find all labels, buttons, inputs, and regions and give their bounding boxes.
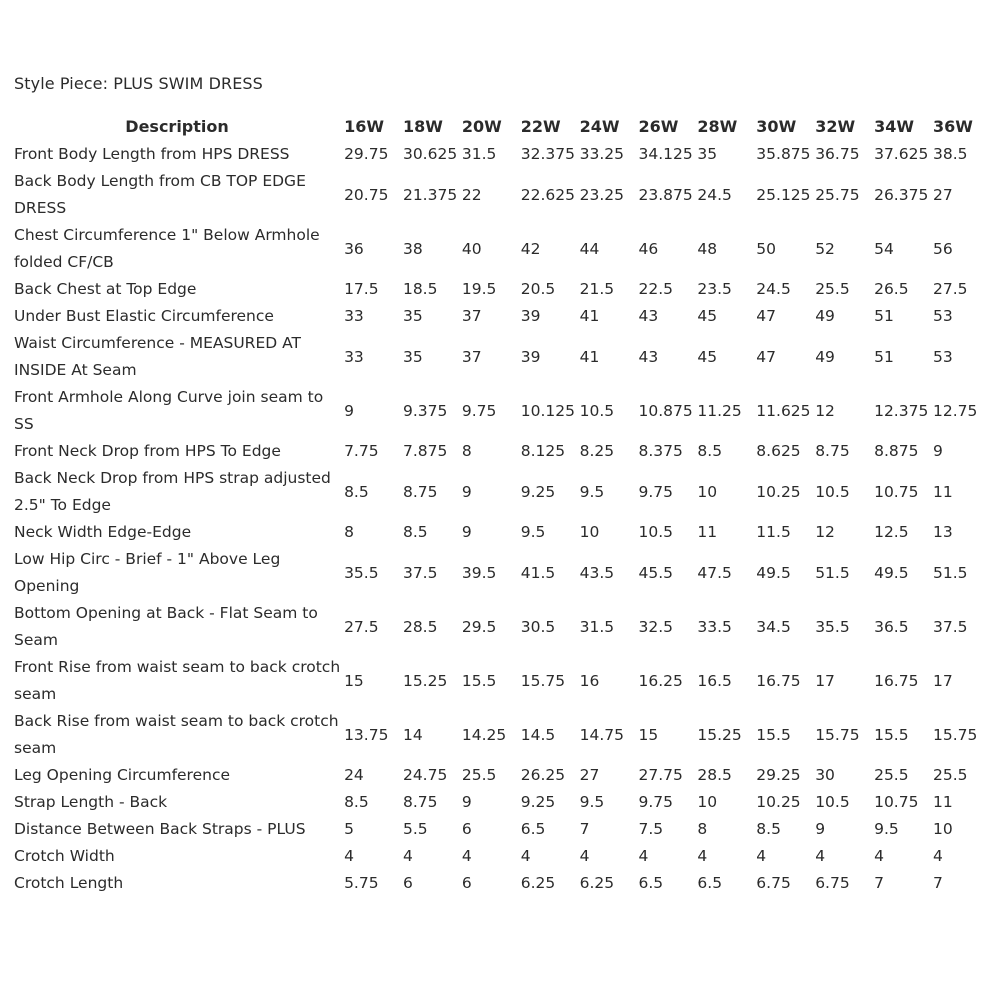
column-header-size: 18W xyxy=(402,116,443,136)
measurement-cell: 7 xyxy=(579,820,590,838)
measurement-cell: 25.125 xyxy=(756,185,811,204)
measurement-cell: 36.5 xyxy=(874,617,909,636)
measurement-cell: 4 xyxy=(815,847,826,865)
column-header-size: 32W xyxy=(815,116,856,136)
measurement-cell: 29.75 xyxy=(344,145,389,163)
measurement-cell: 4 xyxy=(344,847,354,865)
measurement-cell: 7 xyxy=(932,874,943,892)
measurement-cell: 8.625 xyxy=(756,442,801,460)
measurement-cell: 4 xyxy=(932,847,943,865)
measurement-cell: 10.875 xyxy=(638,401,693,420)
measurement-cell: 15.75 xyxy=(520,671,566,690)
column-header-size: 16W xyxy=(344,116,384,136)
measurement-cell: 37.5 xyxy=(932,617,968,636)
measurement-cell: 33 xyxy=(344,347,364,366)
column-header-size: 34W xyxy=(874,116,914,136)
table-row xyxy=(12,168,990,222)
row-description: Front Body Length from HPS DRESS xyxy=(14,145,290,163)
measurement-cell: 21.375 xyxy=(402,185,458,204)
measurement-cell: 25.5 xyxy=(815,280,850,298)
measurement-cell: 29.25 xyxy=(756,766,801,784)
table-row xyxy=(12,843,990,870)
measurement-cell: 42 xyxy=(520,239,541,258)
measurement-cell: 35 xyxy=(697,145,718,163)
measurement-cell: 33.25 xyxy=(579,145,624,163)
table-row xyxy=(12,708,990,762)
measurement-cell: 41.5 xyxy=(520,563,556,582)
measurement-cell: 14 xyxy=(402,725,423,744)
size-spec-table xyxy=(12,111,990,897)
measurement-cell: 4 xyxy=(756,847,767,865)
row-description: Leg Opening Circumference xyxy=(14,766,231,784)
table-row xyxy=(12,465,990,519)
measurement-cell: 33 xyxy=(344,307,364,325)
measurement-cell: 9.25 xyxy=(520,793,556,811)
measurement-cell: 4 xyxy=(697,847,708,865)
measurement-cell: 20.5 xyxy=(520,280,556,298)
measurement-cell: 17 xyxy=(932,671,953,690)
measurement-cell: 53 xyxy=(932,347,953,366)
column-header-description: Description xyxy=(125,116,229,136)
measurement-cell: 9 xyxy=(461,482,472,501)
table-row xyxy=(12,762,990,789)
table-row xyxy=(12,438,990,465)
measurement-cell: 24.5 xyxy=(756,280,791,298)
measurement-cell: 7.5 xyxy=(638,820,664,838)
measurement-cell: 47 xyxy=(756,347,777,366)
measurement-cell: 4 xyxy=(638,847,649,865)
measurement-cell: 10.5 xyxy=(579,401,615,420)
measurement-cell: 33.5 xyxy=(697,617,732,636)
measurement-cell: 29.5 xyxy=(461,617,497,636)
measurement-cell: 15 xyxy=(344,671,364,690)
measurement-cell: 8.125 xyxy=(520,442,566,460)
table-header-row xyxy=(12,111,990,141)
measurement-cell: 31.5 xyxy=(461,145,497,163)
row-description: Front Neck Drop from HPS To Edge xyxy=(14,442,281,460)
measurement-cell: 49.5 xyxy=(874,563,909,582)
measurement-cell: 14.25 xyxy=(461,725,507,744)
measurement-cell: 8 xyxy=(461,442,472,460)
measurement-cell: 24.75 xyxy=(402,766,448,784)
measurement-cell: 8.5 xyxy=(756,820,781,838)
measurement-cell: 16.75 xyxy=(756,671,801,690)
measurement-cell: 6 xyxy=(461,820,472,838)
measurement-cell: 39 xyxy=(520,347,541,366)
measurement-cell: 15.75 xyxy=(815,725,860,744)
table-row xyxy=(12,789,990,816)
measurement-cell: 9.75 xyxy=(461,401,497,420)
measurement-cell: 6.75 xyxy=(815,874,850,892)
measurement-cell: 38.5 xyxy=(932,145,968,163)
measurement-cell: 10 xyxy=(579,523,600,541)
measurement-cell: 10.125 xyxy=(520,401,575,420)
measurement-cell: 15.75 xyxy=(932,725,978,744)
measurement-cell: 6.75 xyxy=(756,874,791,892)
row-description: Back Neck Drop from HPS strap adjusted 2.5" To Edge xyxy=(14,469,331,514)
measurement-cell: 8.5 xyxy=(697,442,723,460)
measurement-cell: 13.75 xyxy=(344,725,389,744)
measurement-cell: 10.5 xyxy=(815,793,850,811)
measurement-cell: 6.5 xyxy=(638,874,664,892)
measurement-cell: 10.75 xyxy=(874,793,919,811)
table-row xyxy=(12,330,990,384)
measurement-cell: 15.5 xyxy=(461,671,497,690)
measurement-cell: 10 xyxy=(697,793,718,811)
measurement-cell: 16.5 xyxy=(697,671,732,690)
measurement-cell: 25.5 xyxy=(874,766,909,784)
measurement-cell: 5 xyxy=(344,820,354,838)
row-description: Low Hip Circ - Brief - 1" Above Leg Opening xyxy=(14,550,281,595)
measurement-cell: 15.25 xyxy=(402,671,448,690)
table-row xyxy=(12,816,990,843)
measurement-cell: 43 xyxy=(638,307,659,325)
table-row xyxy=(12,222,990,276)
measurement-cell: 49.5 xyxy=(756,563,791,582)
measurement-cell: 6 xyxy=(461,874,472,892)
measurement-cell: 9.25 xyxy=(520,482,556,501)
measurement-cell: 41 xyxy=(579,307,600,325)
measurement-cell: 37 xyxy=(461,347,482,366)
measurement-cell: 22.5 xyxy=(638,280,674,298)
measurement-cell: 26.5 xyxy=(874,280,909,298)
measurement-cell: 21.5 xyxy=(579,280,615,298)
measurement-cell: 10.5 xyxy=(638,523,674,541)
column-header-size: 24W xyxy=(579,116,620,136)
measurement-cell: 10.5 xyxy=(815,482,850,501)
measurement-cell: 30 xyxy=(815,766,835,784)
measurement-cell: 9.75 xyxy=(638,482,674,501)
column-header-size: 26W xyxy=(638,116,679,136)
measurement-cell: 9.5 xyxy=(579,793,605,811)
measurement-cell: 23.875 xyxy=(638,185,693,204)
measurement-cell: 28.5 xyxy=(402,617,438,636)
measurement-cell: 4 xyxy=(402,847,413,865)
measurement-cell: 56 xyxy=(932,239,953,258)
row-description: Bottom Opening at Back - Flat Seam to Seam xyxy=(14,604,318,649)
measurement-cell: 44 xyxy=(579,239,600,258)
measurement-cell: 15.5 xyxy=(756,725,791,744)
measurement-cell: 27 xyxy=(579,766,600,784)
table-row xyxy=(12,870,990,897)
measurement-cell: 35 xyxy=(402,307,423,325)
measurement-cell: 20.75 xyxy=(344,185,389,204)
measurement-cell: 8.875 xyxy=(874,442,919,460)
measurement-cell: 14.75 xyxy=(579,725,624,744)
measurement-cell: 12 xyxy=(815,523,835,541)
measurement-cell: 9 xyxy=(461,523,472,541)
measurement-cell: 26.375 xyxy=(874,185,929,204)
measurement-cell: 27 xyxy=(932,185,953,204)
measurement-cell: 17 xyxy=(815,671,835,690)
measurement-cell: 10 xyxy=(697,482,718,501)
measurement-cell: 27.5 xyxy=(932,280,968,298)
measurement-cell: 8.375 xyxy=(638,442,683,460)
row-description: Crotch Length xyxy=(14,874,124,892)
measurement-cell: 8.5 xyxy=(402,523,428,541)
measurement-cell: 12.375 xyxy=(874,401,929,420)
table-row xyxy=(12,546,990,600)
measurement-cell: 10.25 xyxy=(756,482,801,501)
measurement-cell: 49 xyxy=(815,347,835,366)
measurement-cell: 41 xyxy=(579,347,600,366)
measurement-cell: 23.25 xyxy=(579,185,624,204)
measurement-cell: 36.75 xyxy=(815,145,860,163)
row-description: Crotch Width xyxy=(14,847,115,865)
measurement-cell: 35 xyxy=(402,347,423,366)
measurement-cell: 34.5 xyxy=(756,617,791,636)
row-description: Back Chest at Top Edge xyxy=(14,280,197,298)
measurement-cell: 43.5 xyxy=(579,563,615,582)
measurement-cell: 8.5 xyxy=(344,482,369,501)
measurement-cell: 8.75 xyxy=(402,793,438,811)
measurement-cell: 15.25 xyxy=(697,725,742,744)
measurement-cell: 23.5 xyxy=(697,280,732,298)
row-description: Distance Between Back Straps - PLUS xyxy=(14,820,306,838)
measurement-cell: 11.25 xyxy=(697,401,742,420)
measurement-cell: 11 xyxy=(697,523,718,541)
measurement-cell: 49 xyxy=(815,307,835,325)
measurement-cell: 9 xyxy=(932,442,943,460)
measurement-cell: 7.875 xyxy=(402,442,448,460)
measurement-cell: 11 xyxy=(932,482,953,501)
measurement-cell: 38 xyxy=(402,239,423,258)
measurement-cell: 43 xyxy=(638,347,659,366)
column-header-size: 28W xyxy=(697,116,738,136)
measurement-cell: 13 xyxy=(932,523,953,541)
measurement-cell: 25.75 xyxy=(815,185,860,204)
measurement-cell: 54 xyxy=(874,239,894,258)
measurement-cell: 12.75 xyxy=(932,401,978,420)
measurement-cell: 11.625 xyxy=(756,401,811,420)
measurement-cell: 8.75 xyxy=(402,482,438,501)
row-description: Strap Length - Back xyxy=(14,793,168,811)
measurement-cell: 16 xyxy=(579,671,600,690)
measurement-cell: 46 xyxy=(638,239,659,258)
row-description: Neck Width Edge-Edge xyxy=(14,523,192,541)
measurement-cell: 27.75 xyxy=(638,766,683,784)
row-description: Chest Circumference 1" Below Armhole folded CF/CB xyxy=(14,226,320,271)
table-row xyxy=(12,141,990,168)
measurement-cell: 40 xyxy=(461,239,482,258)
measurement-cell: 48 xyxy=(697,239,718,258)
measurement-cell: 26.25 xyxy=(520,766,566,784)
measurement-cell: 4 xyxy=(461,847,472,865)
measurement-cell: 11 xyxy=(932,793,953,811)
measurement-cell: 10 xyxy=(932,820,953,838)
measurement-cell: 6.25 xyxy=(520,874,556,892)
measurement-cell: 15.5 xyxy=(874,725,909,744)
measurement-cell: 8.75 xyxy=(815,442,850,460)
measurement-cell: 51 xyxy=(874,307,894,325)
measurement-cell: 45 xyxy=(697,347,718,366)
measurement-cell: 28.5 xyxy=(697,766,732,784)
row-description: Under Bust Elastic Circumference xyxy=(14,307,274,325)
measurement-cell: 51 xyxy=(874,347,894,366)
measurement-cell: 4 xyxy=(579,847,590,865)
measurement-cell: 45 xyxy=(697,307,718,325)
table-row xyxy=(12,519,990,546)
measurement-cell: 9.75 xyxy=(638,793,674,811)
table-row xyxy=(12,384,990,438)
measurement-cell: 25.5 xyxy=(932,766,968,784)
measurement-cell: 32.375 xyxy=(520,145,575,163)
table-row xyxy=(12,654,990,708)
measurement-cell: 24 xyxy=(344,766,364,784)
measurement-cell: 37 xyxy=(461,307,482,325)
table-body xyxy=(12,141,990,897)
row-description: Front Armhole Along Curve join seam to SS xyxy=(14,388,324,433)
measurement-cell: 9.5 xyxy=(520,523,546,541)
measurement-cell: 45.5 xyxy=(638,563,674,582)
measurement-cell: 9.5 xyxy=(874,820,899,838)
table-row xyxy=(12,303,990,330)
measurement-cell: 35.875 xyxy=(756,145,811,163)
measurement-cell: 15 xyxy=(638,725,659,744)
measurement-cell: 31.5 xyxy=(579,617,615,636)
measurement-cell: 12.5 xyxy=(874,523,909,541)
measurement-cell: 11.5 xyxy=(756,523,791,541)
measurement-cell: 35.5 xyxy=(344,563,379,582)
measurement-cell: 8 xyxy=(344,523,354,541)
measurement-cell: 36 xyxy=(344,239,364,258)
measurement-cell: 37.625 xyxy=(874,145,929,163)
measurement-cell: 5.5 xyxy=(402,820,428,838)
measurement-cell: 8.25 xyxy=(579,442,615,460)
measurement-cell: 51.5 xyxy=(932,563,968,582)
measurement-cell: 52 xyxy=(815,239,835,258)
measurement-cell: 25.5 xyxy=(461,766,497,784)
table-row xyxy=(12,600,990,654)
measurement-cell: 6 xyxy=(402,874,413,892)
measurement-cell: 9.375 xyxy=(402,401,448,420)
measurement-cell: 27.5 xyxy=(344,617,379,636)
measurement-cell: 10.75 xyxy=(874,482,919,501)
row-description: Back Rise from waist seam to back crotch seam xyxy=(14,712,339,757)
row-description: Waist Circumference - MEASURED AT INSIDE At Seam xyxy=(14,334,301,379)
measurement-cell: 30.625 xyxy=(402,145,458,163)
measurement-cell: 5.75 xyxy=(344,874,379,892)
measurement-cell: 14.5 xyxy=(520,725,556,744)
measurement-cell: 6.5 xyxy=(697,874,723,892)
measurement-cell: 39.5 xyxy=(461,563,497,582)
measurement-cell: 4 xyxy=(874,847,884,865)
measurement-cell: 39 xyxy=(520,307,541,325)
table-row xyxy=(12,276,990,303)
column-header-size: 22W xyxy=(520,116,561,136)
measurement-cell: 9.5 xyxy=(579,482,605,501)
measurement-cell: 51.5 xyxy=(815,563,850,582)
measurement-cell: 16.25 xyxy=(638,671,683,690)
measurement-cell: 32.5 xyxy=(638,617,674,636)
measurement-cell: 53 xyxy=(932,307,953,325)
measurement-cell: 12 xyxy=(815,401,835,420)
measurement-cell: 4 xyxy=(520,847,531,865)
measurement-cell: 17.5 xyxy=(344,280,379,298)
column-header-size: 36W xyxy=(932,116,973,136)
measurement-cell: 9 xyxy=(815,820,826,838)
measurement-cell: 47.5 xyxy=(697,563,732,582)
measurement-cell: 6.5 xyxy=(520,820,546,838)
measurement-cell: 34.125 xyxy=(638,145,693,163)
measurement-cell: 10.25 xyxy=(756,793,801,811)
measurement-cell: 24.5 xyxy=(697,185,732,204)
measurement-cell: 6.25 xyxy=(579,874,615,892)
measurement-cell: 30.5 xyxy=(520,617,556,636)
measurement-cell: 9 xyxy=(461,793,472,811)
measurement-cell: 7 xyxy=(874,874,884,892)
measurement-cell: 37.5 xyxy=(402,563,438,582)
measurement-cell: 47 xyxy=(756,307,777,325)
measurement-cell: 8.5 xyxy=(344,793,369,811)
measurement-cell: 9 xyxy=(344,401,354,420)
measurement-cell: 7.75 xyxy=(344,442,379,460)
measurement-cell: 18.5 xyxy=(402,280,438,298)
row-description: Front Rise from waist seam to back crotch seam xyxy=(14,658,341,703)
measurement-cell: 50 xyxy=(756,239,777,258)
measurement-cell: 35.5 xyxy=(815,617,850,636)
column-header-size: 30W xyxy=(756,116,797,136)
measurement-cell: 16.75 xyxy=(874,671,919,690)
measurement-cell: 19.5 xyxy=(461,280,497,298)
measurement-cell: 22.625 xyxy=(520,185,575,204)
measurement-cell: 22 xyxy=(461,185,482,204)
measurement-cell: 8 xyxy=(697,820,708,838)
column-header-size: 20W xyxy=(461,116,502,136)
style-piece-title: Style Piece: PLUS SWIM DRESS xyxy=(14,74,263,93)
row-description: Back Body Length from CB TOP EDGE DRESS xyxy=(14,172,306,217)
